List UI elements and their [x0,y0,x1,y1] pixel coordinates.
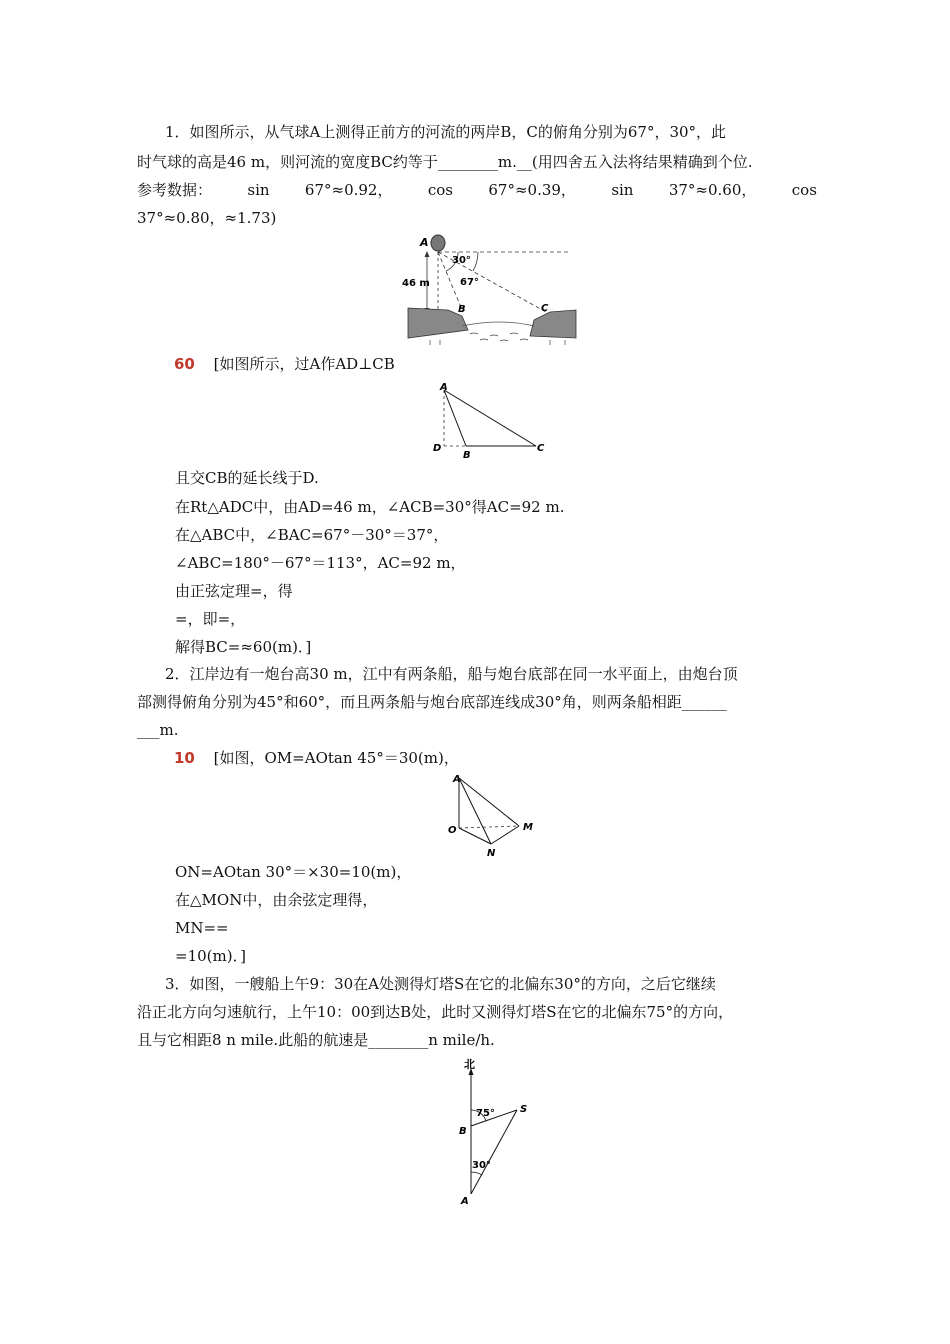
q2-solution-3: 在△MON中，由余弦定理得， [175,891,378,909]
q1-solution-7: =，即=， [175,610,246,628]
q1-solution-8: 解得BC=≈60(m)．] [175,638,312,656]
river-edge [462,322,534,326]
line-on [459,828,491,844]
q2-solution-5: =10(m)．] [175,947,246,965]
q1-solution-4: 在△ABC中，∠BAC=67°－30°＝37°， [175,526,449,544]
q1-line-3 [137,180,817,200]
fig1-angle-30: 30° [452,255,471,266]
line-am [459,778,519,826]
tower-ships-figure [445,772,545,858]
line-as [471,1110,517,1194]
north-label: 北 [464,1058,475,1071]
fig1-label-b: B [458,304,466,315]
q1-ref-part: 67°≈0.39， [488,181,576,199]
q2-solution-2: ON=AOtan 30°＝×30=10(m)， [175,863,412,881]
balloon-shape [431,235,445,251]
q1-answer-line [174,354,854,374]
q1-line-4: 37°≈0.80，≈1.73) [137,209,277,227]
q1-solution-6: 由正弦定理=，得 [175,582,293,600]
q1-ref-part: sin [247,181,270,199]
ground-marks [430,340,565,345]
q1-ref-part: cos [427,181,453,199]
q1-ref-part: 67°≈0.92， [304,181,393,199]
fig1-label-a: A [420,236,429,249]
q1-ref-part: 37°≈0.60， [668,181,757,199]
line-nm [491,826,519,844]
q2-solution-4: MN== [175,919,229,937]
side-ac [444,390,536,446]
angle-arc-30 [471,1172,482,1175]
fig4-angle-30: 30° [472,1160,491,1171]
q2-solution-1: [如图，OM=AOtan 45°＝30(m)， [213,749,459,767]
q2-line-2: 部测得俯角分别为45°和60°，而且两条船与炮台底部连线成30°角，则两条船相距______ [137,693,727,711]
fig4-label-s: S [520,1104,528,1115]
ship-lighthouse-figure [450,1058,540,1208]
fig1-angle-67: 67° [460,277,479,288]
fig3-label-n: N [487,848,496,858]
q2-answer-line [174,748,854,768]
q1-solution-3: 在Rt△ADC中，由AD=46 m，∠ACB=30°得AC=92 m. [175,498,565,516]
q1-solution-2: 且交CB的延长线于D. [175,469,319,487]
fig3-label-a: A [453,774,461,785]
q1-solution-1: [如图所示，过A作AD⊥CB [213,355,395,373]
fig2-label-c: C [537,443,545,454]
q1-ref-label: 参考数据： [137,181,213,199]
fig3-label-m: M [523,822,533,833]
angle-arc-30 [473,252,478,271]
fig4-label-a: A [461,1196,469,1207]
q2-answer: 10 [174,749,195,767]
q1-line-2: 时气球的高是46 m，则河流的宽度BC约等于________m.__(用四舍五入法将结果精确到个位. [137,153,753,171]
line-an [459,778,491,844]
triangle-adc-figure [430,380,550,460]
fig2-label-a: A [440,382,448,393]
q1-ref-part: sin [611,181,634,199]
fig4-angle-75: 75° [476,1108,495,1119]
q1-answer: 60 [174,355,195,373]
fig1-label-c: C [541,303,549,314]
q3-line-1: 3．如图，一艘船上午9：30在A处测得灯塔S在它的北偏东30°的方向，之后它继续 [165,975,716,993]
q1-solution-5: ∠ABC=180°－67°＝113°，AC=92 m， [175,554,466,572]
q3-line-3: 且与它相距8 n mile.此船的航速是________n mile/h. [137,1031,495,1049]
height-arrow-head-top [425,251,430,257]
line-om [459,826,519,828]
river-waves [470,333,528,341]
q1-ref-part: cos [791,181,817,199]
q1-line-1: 1．如图所示，从气球A上测得正前方的河流的两岸B，C的俯角分别为67°，30°，此 [165,123,727,141]
fig4-label-b: B [459,1126,467,1137]
fig2-label-b: B [463,450,471,460]
q2-line-3: ___m. [137,721,179,739]
fig1-height-label: 46 m [402,278,430,289]
side-ab [444,390,466,446]
q2-line-1: 2．江岸边有一炮台高30 m，江中有两条船，船与炮台底部在同一水平面上，由炮台顶 [165,665,738,683]
fig3-label-o: O [448,825,457,836]
balloon-river-figure [400,234,580,346]
fig2-label-d: D [433,443,442,454]
right-bank [530,310,576,338]
q3-line-2: 沿正北方向匀速航行，上午10：00到达B处，此时又测得灯塔S在它的北偏东75°的方向， [137,1003,734,1021]
